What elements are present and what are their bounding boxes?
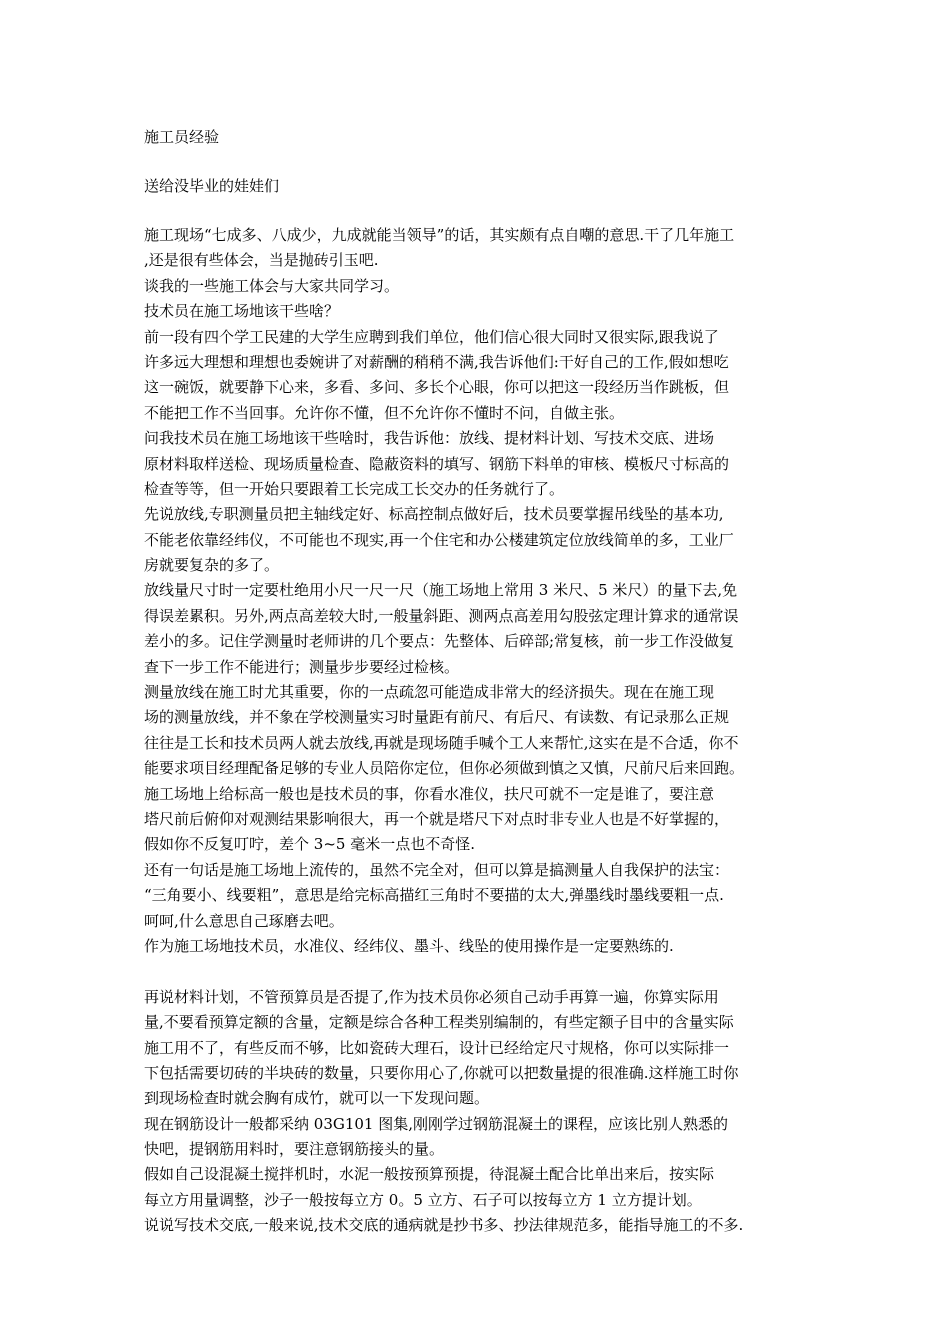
text-line: 谈我的一些施工体会与大家共同学习。 bbox=[144, 276, 400, 295]
text-line: 现在钢筋设计一般都采纳 03G101 图集,刚刚学过钢筋混凝土的课程，应该比别人熟悉的 bbox=[144, 1114, 729, 1133]
text-line: 这一碗饭，就要静下心来，多看、多问、多长个心眼，你可以把这一段经历当作跳板，但 bbox=[144, 378, 730, 397]
text-line: 作为施工场地技术员，水准仪、经纬仪、墨斗、线坠的使用操作是一定要熟练的. bbox=[144, 936, 674, 955]
text-line: 技术员在施工场地该干些啥？ bbox=[144, 302, 340, 321]
document-subtitle: 送给没毕业的娃娃们 bbox=[144, 177, 280, 195]
text-line: 问我技术员在施工场地该干些啥时，我告诉他：放线、提材料计划、写技术交底、进场 bbox=[144, 429, 715, 448]
text-line: 到现场检查时就会胸有成竹，就可以一下发现问题。 bbox=[144, 1089, 490, 1108]
text-line: 原材料取样送检、现场质量检查、隐蔽资料的填写、钢筋下料单的审核、模板尺寸标高的 bbox=[144, 454, 730, 473]
text-line: 检查等等，但一开始只要跟着工长完成工长交办的任务就行了。 bbox=[144, 479, 565, 498]
text-line: 差小的多。记住学测量时老师讲的几个要点：先整体、后碎部;常复核，前一步工作没做复 bbox=[144, 632, 735, 651]
text-line: 测量放线在施工时尤其重要，你的一点疏忽可能造成非常大的经济损失。现在在施工现 bbox=[144, 683, 715, 702]
text-line: 不能老依靠经纬仪，不可能也不现实,再一个住宅和办公楼建筑定位放线简单的多，工业厂 bbox=[144, 530, 734, 549]
text-line: 下包括需要切砖的半块砖的数量，只要你用心了,你就可以把数量提的很准确.这样施工时你 bbox=[144, 1063, 739, 1082]
text-line: 前一段有四个学工民建的大学生应聘到我们单位，他们信心很大同时又很实际,跟我说了 bbox=[144, 327, 719, 346]
text-line: 许多远大理想和理想也委婉讲了对薪酬的稍稍不满,我告诉他们:干好自己的工作,假如想吃 bbox=[144, 352, 729, 371]
text-line: 塔尺前后俯仰对观测结果影响很大，再一个就是塔尺下对点时非专业人也是不好掌握的， bbox=[144, 809, 730, 828]
text-line: 再说材料计划，不管预算员是否提了,作为技术员你必须自己动手再算一遍，你算实际用 bbox=[144, 987, 719, 1006]
text-line: 施工用不了，有些反而不够，比如瓷砖大理石，设计已经给定尺寸规格，你可以实际排一 bbox=[144, 1038, 730, 1057]
document-page bbox=[144, 125, 814, 1239]
text-line: 往往是工长和技术员两人就去放线,再就是现场随手喊个工人来帮忙,这实在是不合适，你不 bbox=[144, 733, 739, 752]
text-line: 量,不要看预算定额的含量，定额是综合各种工程类别编制的，有些定额子目中的含量实际 bbox=[144, 1013, 734, 1032]
text-line: 查下一步工作不能进行；测量步步要经过检核。 bbox=[144, 657, 460, 676]
document-title: 施工员经验 bbox=[144, 128, 220, 146]
text-line: 假如自己设混凝土搅拌机时，水泥一般按预算预提，待混凝土配合比单出来后，按实际 bbox=[144, 1165, 715, 1184]
text-line: 不能把工作不当回事。允许你不懂，但不允许你不懂时不问，自做主张。 bbox=[144, 403, 625, 422]
text-line: 施工场地上给标高一般也是技术员的事，你看水准仪，扶尺可就不一定是谁了，要注意 bbox=[144, 784, 715, 803]
text-line: 放线量尺寸时一定要杜绝用小尺一尺一尺（施工场地上常用 3 米尺、5 米尺）的量下去,免 bbox=[144, 581, 738, 600]
document-body bbox=[144, 223, 814, 1239]
text-line: 得误差累积。另外,两点高差较大时,一般量斜距、测两点高差用勾股弦定理计算求的通常误 bbox=[144, 606, 739, 625]
text-line: 假如你不反复叮咛，差个 3~5 毫米一点也不奇怪. bbox=[144, 835, 475, 854]
text-line: “三角要小、线要粗”，意思是给完标高描红三角时不要描的太大,弹墨线时墨线要粗一点. bbox=[144, 886, 724, 905]
text-line: 呵呵,什么意思自己琢磨去吧。 bbox=[144, 911, 344, 930]
text-line: ,还是很有些体会，当是抛砖引玉吧. bbox=[144, 251, 379, 270]
blank-line bbox=[144, 959, 814, 984]
text-line: 场的测量放线，并不象在学校测量实习时量距有前尺、有后尺、有读数、有记录那么正规 bbox=[144, 708, 730, 727]
text-line: 先说放线,专职测量员把主轴线定好、标高控制点做好后，技术员要掌握吊线坠的基本功, bbox=[144, 505, 724, 524]
text-line: 施工现场“七成多、八成少，九成就能当领导”的话，其实颇有点自嘲的意思.干了几年施工 bbox=[144, 226, 735, 244]
text-line: 说说写技术交底,一般来说,技术交底的通病就是抄书多、抄法律规范多，能指导施工的不多. bbox=[144, 1216, 744, 1235]
text-line: 还有一句话是施工场地上流传的，虽然不完全对，但可以算是搞测量人自我保护的法宝： bbox=[144, 860, 730, 879]
text-line: 能要求项目经理配备足够的专业人员陪你定位，但你必须做到慎之又慎，尺前尺后来回跑。 bbox=[144, 759, 745, 778]
text-line: 每立方用量调整，沙子一般按每立方 0。5 立方、石子可以按每立方 1 立方提计划。 bbox=[144, 1190, 702, 1209]
text-line: 房就要复杂的多了。 bbox=[144, 556, 280, 575]
text-line: 快吧，提钢筋用料时，要注意钢筋接头的量。 bbox=[144, 1140, 445, 1159]
